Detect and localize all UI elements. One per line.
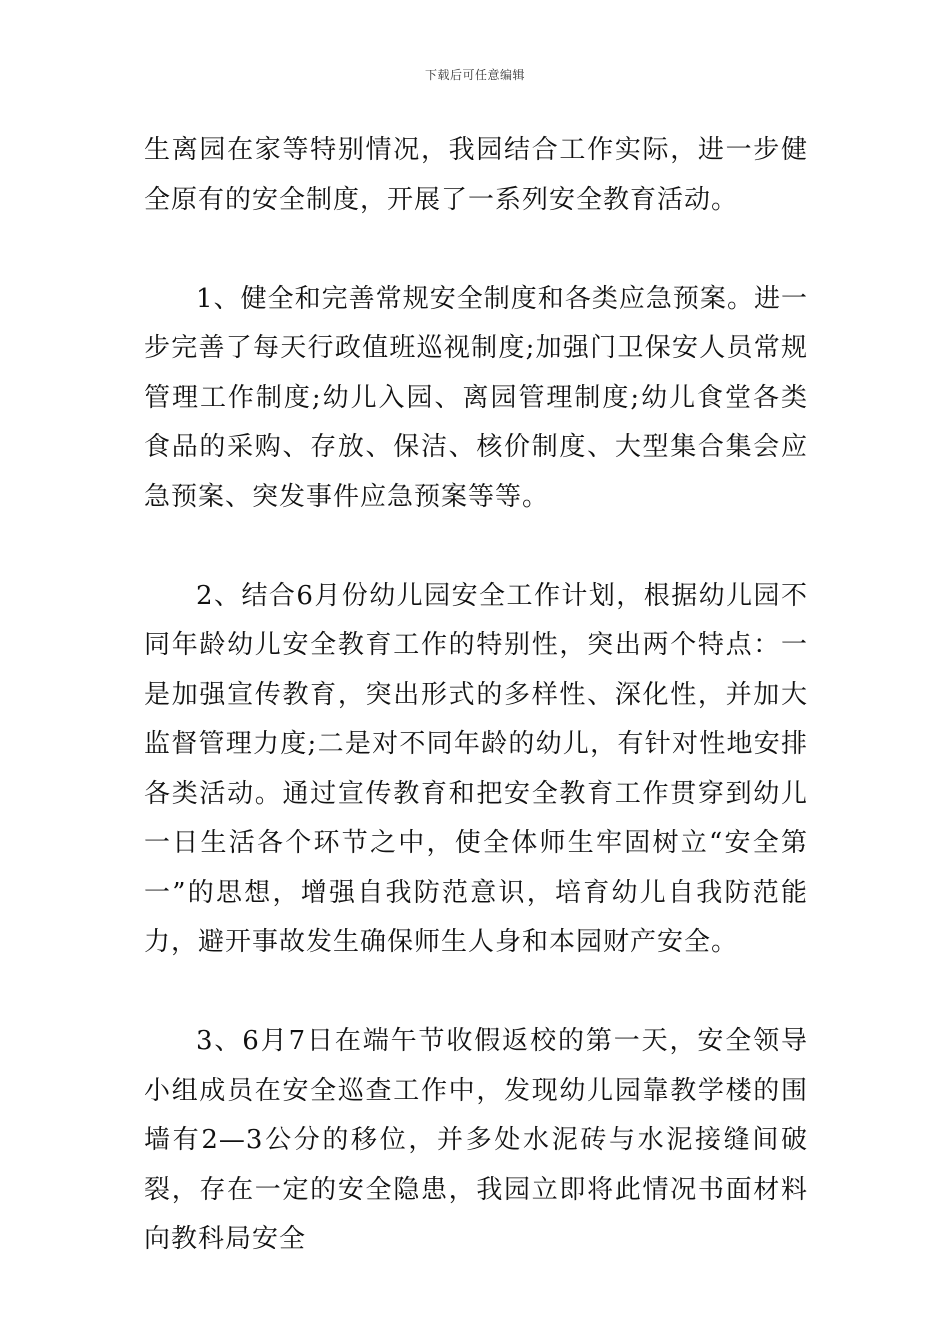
document-body [144,126,808,1265]
header-note: 下载后可任意编辑 [424,68,525,82]
paragraph-item-1: 1、健全和完善常规安全制度和各类应急预案。进一步完善了每天行政值班巡视制度;加强门卫保安人员常规管理工作制度;幼儿入园、离园管理制度;幼儿食堂各类食品的采购、存放、保洁、核价制度、大型集合集会应急预案、突发事件应急预案等等。 [144,283,808,512]
paragraph-item-3: 3、6月7日在端午节收假返校的第一天，安全领导小组成员在安全巡查工作中，发现幼儿园靠教学楼的围墙有2—3公分的移位，并多处水泥砖与水泥接缝间破裂，存在一定的安全隐患，我园立即将此情况书面材料向教科局安全 [144,1026,808,1254]
paragraph-spacer [144,968,808,1018]
paragraph-continuation: 生离园在家等特别情况，我园结合工作实际，进一步健全原有的安全制度，开展了一系列安全教育活动。 [144,135,808,215]
paragraph-item-2: 2、结合6月份幼儿园安全工作计划，根据幼儿园不同年龄幼儿安全教育工作的特别性，突出两个特点：一是加强宣传教育，突出形式的多样性、深化性，并加大监督管理力度;二是对不同年龄的幼儿，有针对性地安排各类活动。通过宣传教育和把安全教育工作贯穿到幼儿一日生活各个环节之中，使全体师生牢固树立“安全第一”的思想，增强自我防范意识，培育幼儿自我防范能力，避开事故发生确保师生人身和本园财产安全。 [144,580,808,957]
paragraph-spacer [144,225,808,275]
paragraph-spacer [144,522,808,572]
